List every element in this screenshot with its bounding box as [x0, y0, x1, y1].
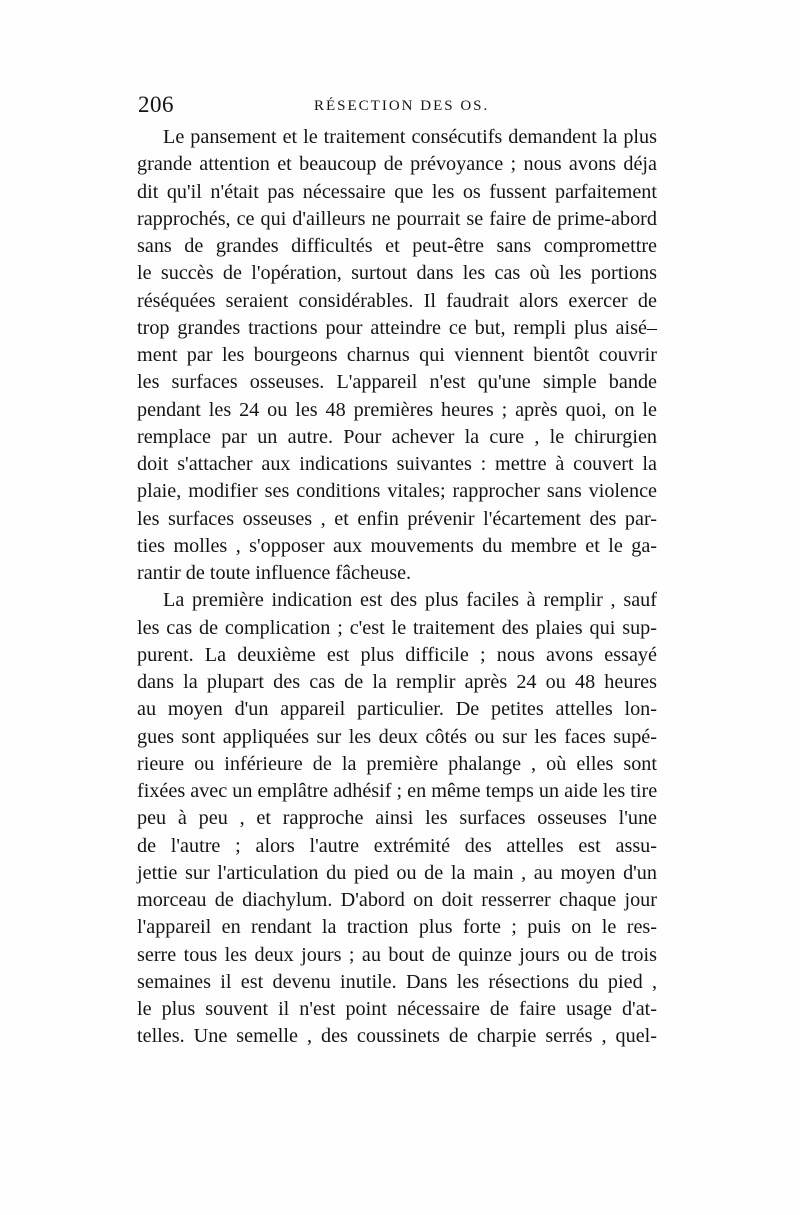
- text-line: Le pansement et le traitement consécutifs demandent la plus: [163, 126, 657, 148]
- text-line: purent. La deuxième est plus difficile ; nous avons essayé: [137, 643, 657, 666]
- text-line: grande attention et beaucoup de prévoyance ; nous avons déja: [137, 153, 657, 176]
- text-line: serre tous les deux jours ; au bout de quinze jours ou de trois: [137, 943, 657, 966]
- text-line: gues sont appliquées sur les deux côtés ou sur les faces supé-: [137, 725, 657, 748]
- text-line: pendant les 24 ou les 48 premières heures ; après quoi, on le: [137, 398, 657, 421]
- text-line: La première indication est des plus faciles à remplir , sauf: [163, 589, 657, 612]
- text-line: morceau de diachylum. D'abord on doit resserrer chaque jour: [137, 889, 657, 911]
- body-text: [137, 124, 657, 1051]
- text-line: telles. Une semelle , des coussinets de charpie serrés , quel-: [137, 1025, 657, 1048]
- text-line: rapprochés, ce qui d'ailleurs ne pourrait se faire de prime-abord: [137, 207, 657, 230]
- page-number: 206: [138, 92, 174, 117]
- text-line: ment par les bourgeons charnus qui viennent bientôt couvrir: [137, 344, 657, 366]
- text-line: doit s'attacher aux indications suivantes : mettre à couvert la: [137, 453, 657, 475]
- text-line: semaines il est devenu inutile. Dans les résections du pied ,: [137, 970, 657, 993]
- text-line: rieure ou inférieure de la première phalange , où elles sont: [137, 752, 657, 775]
- text-line: jettie sur l'articulation du pied ou de la main , au moyen d'un: [137, 861, 657, 884]
- text-line: les surfaces osseuses , et enfin prévenir l'écartement des par-: [137, 507, 657, 530]
- text-line: au moyen d'un appareil particulier. De petites attelles lon-: [137, 698, 657, 721]
- text-line: les surfaces osseuses. L'appareil n'est qu'une simple bande: [137, 371, 657, 394]
- text-line: plaie, modifier ses conditions vitales; rapprocher sans violence: [137, 480, 657, 503]
- text-line: remplace par un autre. Pour achever la cure , le chirurgien: [137, 425, 657, 448]
- text-line: réséquées seraient considérables. Il faudrait alors exercer de: [137, 289, 657, 312]
- running-title: RÉSECTION DES OS.: [314, 98, 490, 114]
- text-line: de l'autre ; alors l'autre extrémité des attelles est assu-: [137, 834, 657, 857]
- text-line: ties molles , s'opposer aux mouvements du membre et le ga-: [137, 534, 657, 557]
- text-line: les cas de complication ; c'est le traitement des plaies qui sup-: [137, 616, 657, 639]
- text-line: le succès de l'opération, surtout dans les cas où les portions: [137, 262, 657, 285]
- text-line: rantir de toute influence fâcheuse.: [137, 562, 412, 584]
- text-line: le plus souvent il n'est point nécessaire de faire usage d'at-: [137, 998, 657, 1020]
- page-header: [136, 92, 658, 122]
- text-line: dans la plupart des cas de la remplir après 24 ou 48 heures: [137, 671, 657, 693]
- text-line: peu à peu , et rapproche ainsi les surfaces osseuses l'une: [137, 807, 657, 830]
- text-line: sans de grandes difficultés et peut-être sans compromettre: [137, 235, 657, 257]
- text-line: dit qu'il n'était pas nécessaire que les os fussent parfaitement: [137, 180, 657, 203]
- text-line: l'appareil en rendant la traction plus forte ; puis on le res-: [137, 916, 657, 939]
- text-line: trop grandes tractions pour atteindre ce but, rempli plus aisé–: [137, 316, 657, 339]
- text-line: fixées avec un emplâtre adhésif ; en même temps un aide les tire: [137, 780, 658, 802]
